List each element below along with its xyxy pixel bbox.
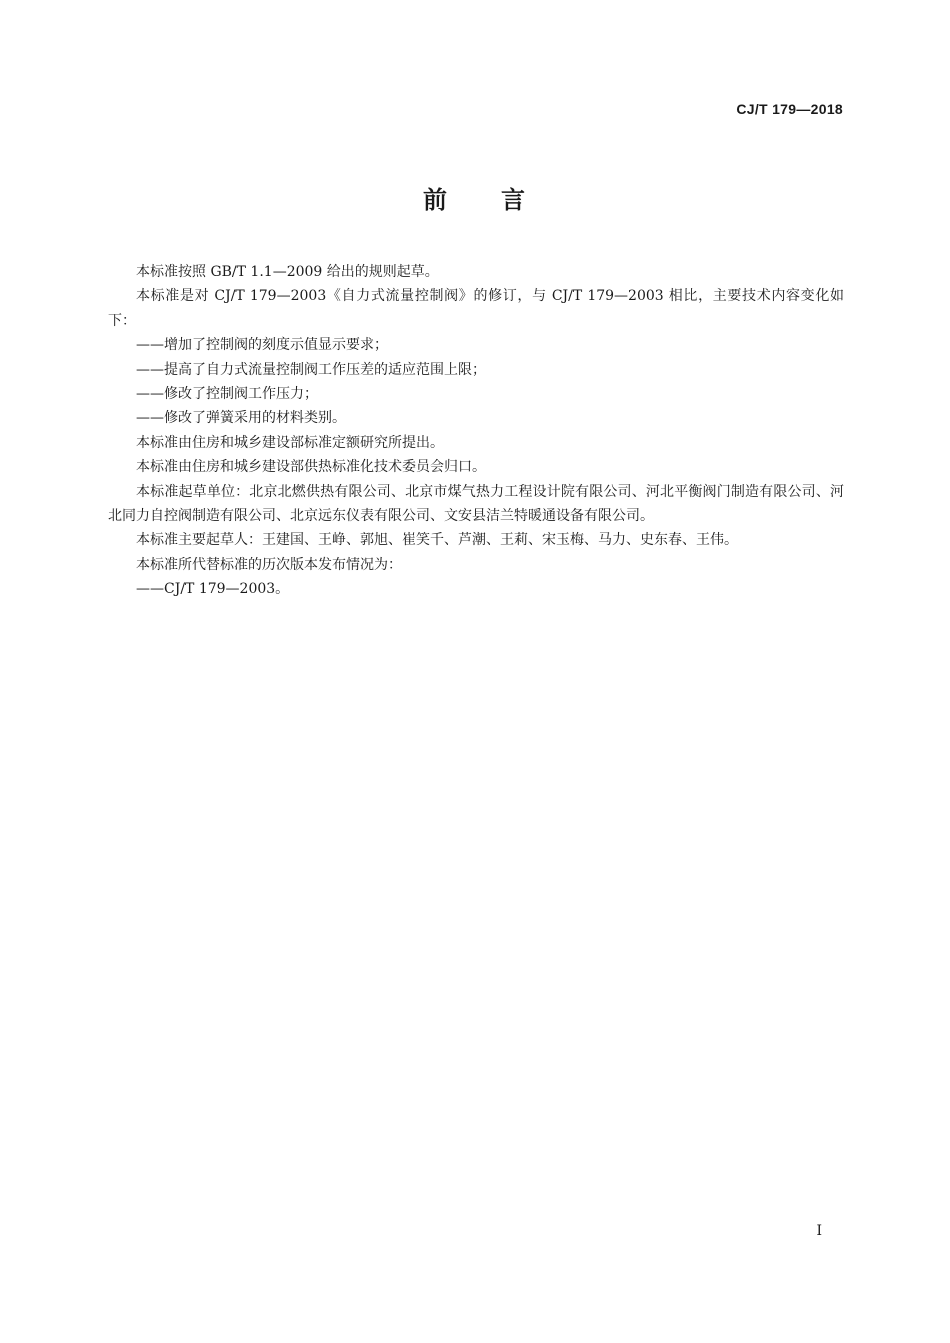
paragraph-drafting-rules: 本标准按照 GB/T 1.1—2009 给出的规则起草。	[136, 264, 439, 280]
list-item: ——提高了自力式流量控制阀工作压差的适应范围上限；	[136, 361, 486, 378]
list-item: ——增加了控制阀的刻度示值显示要求；	[136, 337, 388, 354]
paragraph-revision-note: 本标准是对 CJ/T 179—2003《自力式流量控制阀》的修订，与 CJ/T 179—2003 相比，主要技术内容变化如下：	[108, 288, 844, 329]
standard-code: CJ/T 179—2018	[736, 101, 843, 117]
paragraph-previous-editions: 本标准所代替标准的历次版本发布情况为：	[136, 556, 402, 573]
paragraph-proposer: 本标准由住房和城乡建设部标准定额研究所提出。	[136, 434, 444, 451]
paragraph-drafting-units: 本标准起草单位：北京北燃供热有限公司、北京市煤气热力工程设计院有限公司、河北平衡阀门制造有限公司、河北同力自控阀制造有限公司、北京远东仪表有限公司、文安县洁兰特暖通设备有限公司。	[108, 483, 844, 525]
list-item: ——修改了控制阀工作压力；	[136, 386, 318, 403]
paragraph-administrator: 本标准由住房和城乡建设部供热标准化技术委员会归口。	[136, 459, 486, 476]
page-number: I	[816, 1223, 822, 1239]
paragraph-drafters: 本标准主要起草人：王建国、王峥、郭旭、崔笑千、芦潮、王莉、宋玉梅、马力、史东春、王伟。	[136, 532, 738, 549]
list-item: ——修改了弹簧采用的材料类别。	[136, 410, 346, 427]
document-body	[108, 260, 844, 602]
page-title: 前 言	[423, 186, 527, 214]
list-item: ——CJ/T 179—2003。	[136, 581, 290, 598]
